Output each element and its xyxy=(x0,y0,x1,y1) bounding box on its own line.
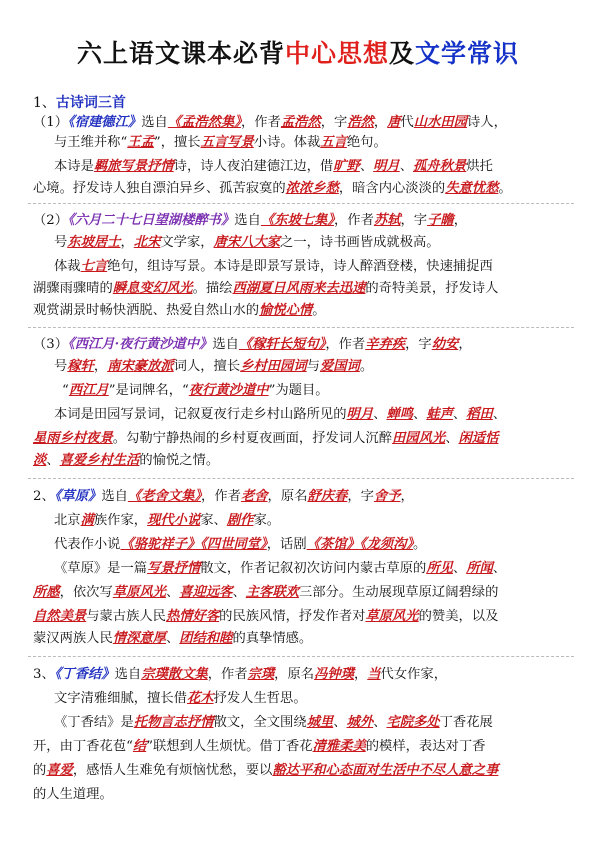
key: 夜行黄沙道中 xyxy=(188,383,269,398)
text: 、 xyxy=(165,585,180,600)
text: 的人生道理。 xyxy=(33,787,113,802)
text: 选自 xyxy=(114,667,142,682)
divider xyxy=(28,656,574,657)
key: 田园风光 xyxy=(392,431,446,446)
key: 愉悦心情 xyxy=(259,303,313,318)
key: 《四世同堂》 xyxy=(200,537,267,552)
text: 、 xyxy=(359,159,374,174)
key: 城里 xyxy=(306,715,334,730)
s2-line-5 xyxy=(33,584,573,602)
poem-title: 《西江月·夜行黄沙道中》 xyxy=(68,337,213,352)
text: 散文，作者记叙初次访问内蒙古草原的 xyxy=(200,561,427,576)
key: 北宋 xyxy=(133,235,161,250)
key: 当 xyxy=(367,667,381,682)
text: ， xyxy=(400,489,414,504)
key: 现代小说 xyxy=(147,513,201,528)
key: 王孟 xyxy=(127,135,154,150)
key: 舒庆春 xyxy=(307,489,348,504)
key: 老舍 xyxy=(240,489,268,504)
key: 七言 xyxy=(80,259,108,274)
text: ，字 xyxy=(320,115,348,130)
text: ，作者 xyxy=(201,489,241,504)
text: 代女作家， xyxy=(380,667,448,682)
key: 唐 xyxy=(387,115,401,130)
work-title: 《丁香结》 xyxy=(54,667,115,682)
key: 清雅柔美 xyxy=(312,739,366,754)
key: 《龙须沟》 xyxy=(359,537,414,552)
text: 诗人， xyxy=(466,115,507,130)
text: 的模样，表达对丁香 xyxy=(365,739,486,754)
key: 瞬息变幻风光 xyxy=(112,281,193,296)
text: 。 xyxy=(413,537,427,552)
key: 蛙声 xyxy=(426,407,453,422)
text: 选自 xyxy=(212,337,239,352)
key: 主客联欢 xyxy=(245,585,299,600)
text: 号 xyxy=(54,359,68,374)
text: ， xyxy=(120,235,134,250)
s3-line-4 xyxy=(33,738,573,756)
key: 《东坡七集》 xyxy=(260,213,335,228)
text: ， xyxy=(373,115,388,130)
key: 豪放派 xyxy=(133,359,174,374)
poem3-line-2 xyxy=(54,358,594,376)
s3-line-5 xyxy=(33,762,573,780)
s3-line-6 xyxy=(33,786,573,804)
poem3-line-1 xyxy=(33,336,573,354)
s2-line-4 xyxy=(54,560,594,578)
title-part-3: 及 xyxy=(389,39,416,68)
key: 喜爱 xyxy=(46,763,73,778)
key: 明月 xyxy=(373,159,400,174)
key: 稻田 xyxy=(466,407,493,422)
key: 豁达平和心态面对生活中不尽人意之事 xyxy=(272,763,499,778)
text: 的愉悦之情。 xyxy=(139,453,220,468)
text: ， xyxy=(458,337,472,352)
key: 城外 xyxy=(346,715,374,730)
poem2-line-5 xyxy=(33,302,573,320)
text: 、 xyxy=(492,407,507,422)
key: 苏轼 xyxy=(373,213,401,228)
text: ，作者 xyxy=(207,667,248,682)
key: 喜迎远客 xyxy=(179,585,233,600)
text: 《草原》是一篇 xyxy=(54,561,148,576)
key: 幼安 xyxy=(431,337,459,352)
key: 子瞻 xyxy=(427,213,454,228)
text: ”联想到人生烦忧。借丁香花 xyxy=(146,739,313,754)
key: 写景抒情 xyxy=(147,561,201,576)
title-part-4: 文学常识 xyxy=(415,39,520,68)
text: 。 xyxy=(312,303,326,318)
text: 、 xyxy=(413,407,427,422)
s3-line-2 xyxy=(54,690,594,708)
key: 西江月 xyxy=(68,383,109,398)
text: 、 xyxy=(333,715,347,730)
text: ，原名 xyxy=(274,667,315,682)
text: ， xyxy=(93,359,108,374)
key: 山水田园 xyxy=(413,115,467,130)
s2-line-1 xyxy=(33,488,573,506)
poem-title: 《宿建德江》 xyxy=(68,115,142,130)
key: 旷野 xyxy=(333,159,360,174)
title-part-1: 六上语文课本必背 xyxy=(76,39,285,68)
text: 绝句。 xyxy=(346,135,387,150)
key: 宅院多处 xyxy=(386,715,440,730)
text: 选自 xyxy=(101,489,128,504)
key: 羁旅写景抒情 xyxy=(93,159,174,174)
poem2-line-2 xyxy=(54,234,594,252)
text: 小诗。体裁 xyxy=(253,135,321,150)
text: （2） xyxy=(33,213,69,228)
text: ，暗含内心淡淡的 xyxy=(338,181,446,196)
text: 的赞美，以及 xyxy=(418,609,499,624)
s2-line-6 xyxy=(33,608,573,626)
poem2-line-3 xyxy=(54,258,594,276)
text: 绝句，组诗写景。本诗是即景写景诗，诗人醉酒登楼，快速捕捉西 xyxy=(107,259,493,274)
text: 与王维并称“ xyxy=(54,135,128,150)
text: 与 xyxy=(306,359,320,374)
s2-line-3 xyxy=(54,536,594,554)
key: 五言 xyxy=(320,135,347,150)
section-number: 1、 xyxy=(33,95,56,111)
text: ，作者 xyxy=(240,115,281,130)
key: 《茶馆》 xyxy=(306,537,360,552)
text: 、 xyxy=(445,431,459,446)
divider xyxy=(28,203,574,204)
text: 、 xyxy=(373,407,387,422)
text: 湖骤雨骤晴的 xyxy=(33,281,113,296)
text: ”是词牌名，“ xyxy=(108,383,189,398)
key: 宗璞 xyxy=(247,667,275,682)
text: 。 xyxy=(359,359,374,374)
text: 本词是田园写景词，记叙夏夜行走乡村山路所见的 xyxy=(54,407,347,422)
text: 家。 xyxy=(253,513,281,528)
text: 文字清雅细腻，擅长借 xyxy=(54,691,187,706)
text: 、 xyxy=(232,585,246,600)
key: 星雨乡村夜景 xyxy=(33,431,113,446)
text: 的民族风情，抒发作者对 xyxy=(219,609,366,624)
text: ”，擅长 xyxy=(153,135,201,150)
text: 开，由丁香花苞“ xyxy=(33,739,133,754)
key: 浓浓乡愁 xyxy=(285,181,339,196)
key: 南宋 xyxy=(107,359,134,374)
text: 号 xyxy=(54,235,68,250)
text: 观赏湖景时畅快洒脱、热爱自然山水的 xyxy=(33,303,260,318)
text: 。描绘 xyxy=(192,281,233,296)
text: 的真挚情感。 xyxy=(232,631,313,646)
text: 、 xyxy=(46,453,60,468)
text: 文学家， xyxy=(160,235,214,250)
text: ，作者 xyxy=(325,337,366,352)
text: ，原名 xyxy=(267,489,308,504)
key: 草原风光 xyxy=(112,585,166,600)
text: （3） xyxy=(33,337,69,352)
text: 丁香花展 xyxy=(439,715,493,730)
key: 热情好客 xyxy=(165,609,220,624)
key: 花木 xyxy=(186,691,214,706)
text: 代表作小说 xyxy=(54,537,121,552)
s3-line-1 xyxy=(33,666,573,684)
text: 家、 xyxy=(200,513,227,528)
key: 淡 xyxy=(33,453,47,468)
key: 托物言志抒情 xyxy=(133,715,214,730)
poem3-line-5 xyxy=(33,430,573,448)
text: 的奇特美景，抒发诗人 xyxy=(365,281,499,296)
s3-line-3 xyxy=(54,714,594,732)
text: 。勾勒宁静热闹的乡村夏夜画面，抒发词人沉醉 xyxy=(112,431,393,446)
poem2-line-1 xyxy=(33,212,573,230)
work-title: 《草原》 xyxy=(54,489,102,504)
text: ，话剧 xyxy=(266,537,307,552)
key: 《孟浩然集》 xyxy=(167,115,241,130)
key: 《稼轩长短句》 xyxy=(238,337,326,352)
text: 。 xyxy=(498,181,512,196)
page-title xyxy=(0,34,596,70)
key: 孟浩然 xyxy=(280,115,321,130)
poem1-line-1 xyxy=(33,114,573,132)
key: 西湖夏日风雨来去迅速 xyxy=(232,281,366,296)
key: 爱国词 xyxy=(319,359,360,374)
key: 自然美景 xyxy=(33,609,87,624)
key: 剧作 xyxy=(226,513,254,528)
text: 《丁香结》是 xyxy=(54,715,134,730)
text: 、 xyxy=(165,631,180,646)
title-part-2: 中心思想 xyxy=(284,39,389,68)
text: ，依次写 xyxy=(59,585,113,600)
section-title: 古诗词三首 xyxy=(55,95,126,111)
text: 3、 xyxy=(33,667,55,682)
text: 三部分。生动展现草原辽阔碧绿的 xyxy=(298,585,499,600)
poem2-line-4 xyxy=(33,280,573,298)
text: 2、 xyxy=(33,489,55,504)
key: 稼轩 xyxy=(67,359,94,374)
key: 失意忧愁 xyxy=(445,181,499,196)
key: 浩然 xyxy=(347,115,374,130)
s2-line-7 xyxy=(33,630,573,648)
poem3-line-4 xyxy=(54,406,594,424)
text: 诗，诗人夜泊建德江边，借 xyxy=(173,159,334,174)
key: 乡村田园词 xyxy=(240,359,307,374)
key: 东坡居士 xyxy=(67,235,121,250)
key: 草原风光 xyxy=(365,609,419,624)
text: 代 xyxy=(400,115,414,130)
key: 宗璞散文集 xyxy=(141,667,208,682)
text: 本诗是 xyxy=(54,159,94,174)
text: 选自 xyxy=(141,115,168,130)
text: 心境。抒发诗人独自漂泊异乡、孤苦寂寞的 xyxy=(33,181,286,196)
text: 词人，擅长 xyxy=(173,359,241,374)
text: 散文，全文围绕 xyxy=(213,715,307,730)
text: ，字 xyxy=(405,337,432,352)
key: 唐宋八大家 xyxy=(213,235,281,250)
key: 舍予 xyxy=(373,489,401,504)
divider xyxy=(28,327,574,328)
text: 体裁 xyxy=(54,259,81,274)
text: ，字 xyxy=(400,213,428,228)
s2-line-2 xyxy=(54,512,594,530)
text: 族作家， xyxy=(93,513,148,528)
key: 喜爱乡村生活 xyxy=(59,453,140,468)
poem1-line-3 xyxy=(54,158,594,176)
key: 结 xyxy=(132,739,147,754)
divider xyxy=(28,478,574,479)
text: 烘托 xyxy=(466,159,493,174)
key: 所感 xyxy=(33,585,60,600)
key: 所见 xyxy=(426,561,453,576)
text: ， xyxy=(453,213,467,228)
key: 闲适恬 xyxy=(458,431,499,446)
text: （1） xyxy=(33,115,69,130)
text: 之一，诗书画皆成就极高。 xyxy=(280,235,440,250)
text: 蒙汉两族人民 xyxy=(33,631,113,646)
text: 与蒙古族人民 xyxy=(86,609,166,624)
section-1-heading xyxy=(33,92,126,112)
text: 、 xyxy=(452,407,467,422)
text: ， xyxy=(353,667,368,682)
text: 、 xyxy=(399,159,414,174)
key: 明月 xyxy=(346,407,374,422)
key: 《老舍文集》 xyxy=(127,489,202,504)
text: 、 xyxy=(373,715,387,730)
key: 冯钟璞 xyxy=(314,667,354,682)
poem1-line-4 xyxy=(33,180,573,198)
key: 满 xyxy=(80,513,94,528)
poem3-line-6 xyxy=(33,452,573,470)
text: 北京 xyxy=(54,513,81,528)
text: 选自 xyxy=(234,213,261,228)
text: 、 xyxy=(452,561,467,576)
text: “ xyxy=(62,383,69,398)
text: ，作者 xyxy=(334,213,374,228)
key: 《骆驼祥子》 xyxy=(120,537,201,552)
poem3-line-3 xyxy=(62,382,596,400)
text: ，字 xyxy=(347,489,374,504)
key: 蝉鸣 xyxy=(386,407,414,422)
key: 五言写景 xyxy=(200,135,254,150)
key: 孤舟秋景 xyxy=(413,159,467,174)
text: 的 xyxy=(33,763,47,778)
key: 所闻 xyxy=(466,561,493,576)
poem-title: 《六月二十七日望湖楼醉书》 xyxy=(68,213,235,228)
poem1-line-2 xyxy=(54,134,594,152)
key: 团结和睦 xyxy=(179,631,233,646)
text: ”为题目。 xyxy=(268,383,329,398)
text: 抒发人生哲思。 xyxy=(213,691,307,706)
key: 辛弃疾 xyxy=(365,337,406,352)
key: 情深意厚 xyxy=(112,631,166,646)
text: ，感悟人生难免有烦恼忧愁，要以 xyxy=(72,763,273,778)
text: 、 xyxy=(492,561,507,576)
